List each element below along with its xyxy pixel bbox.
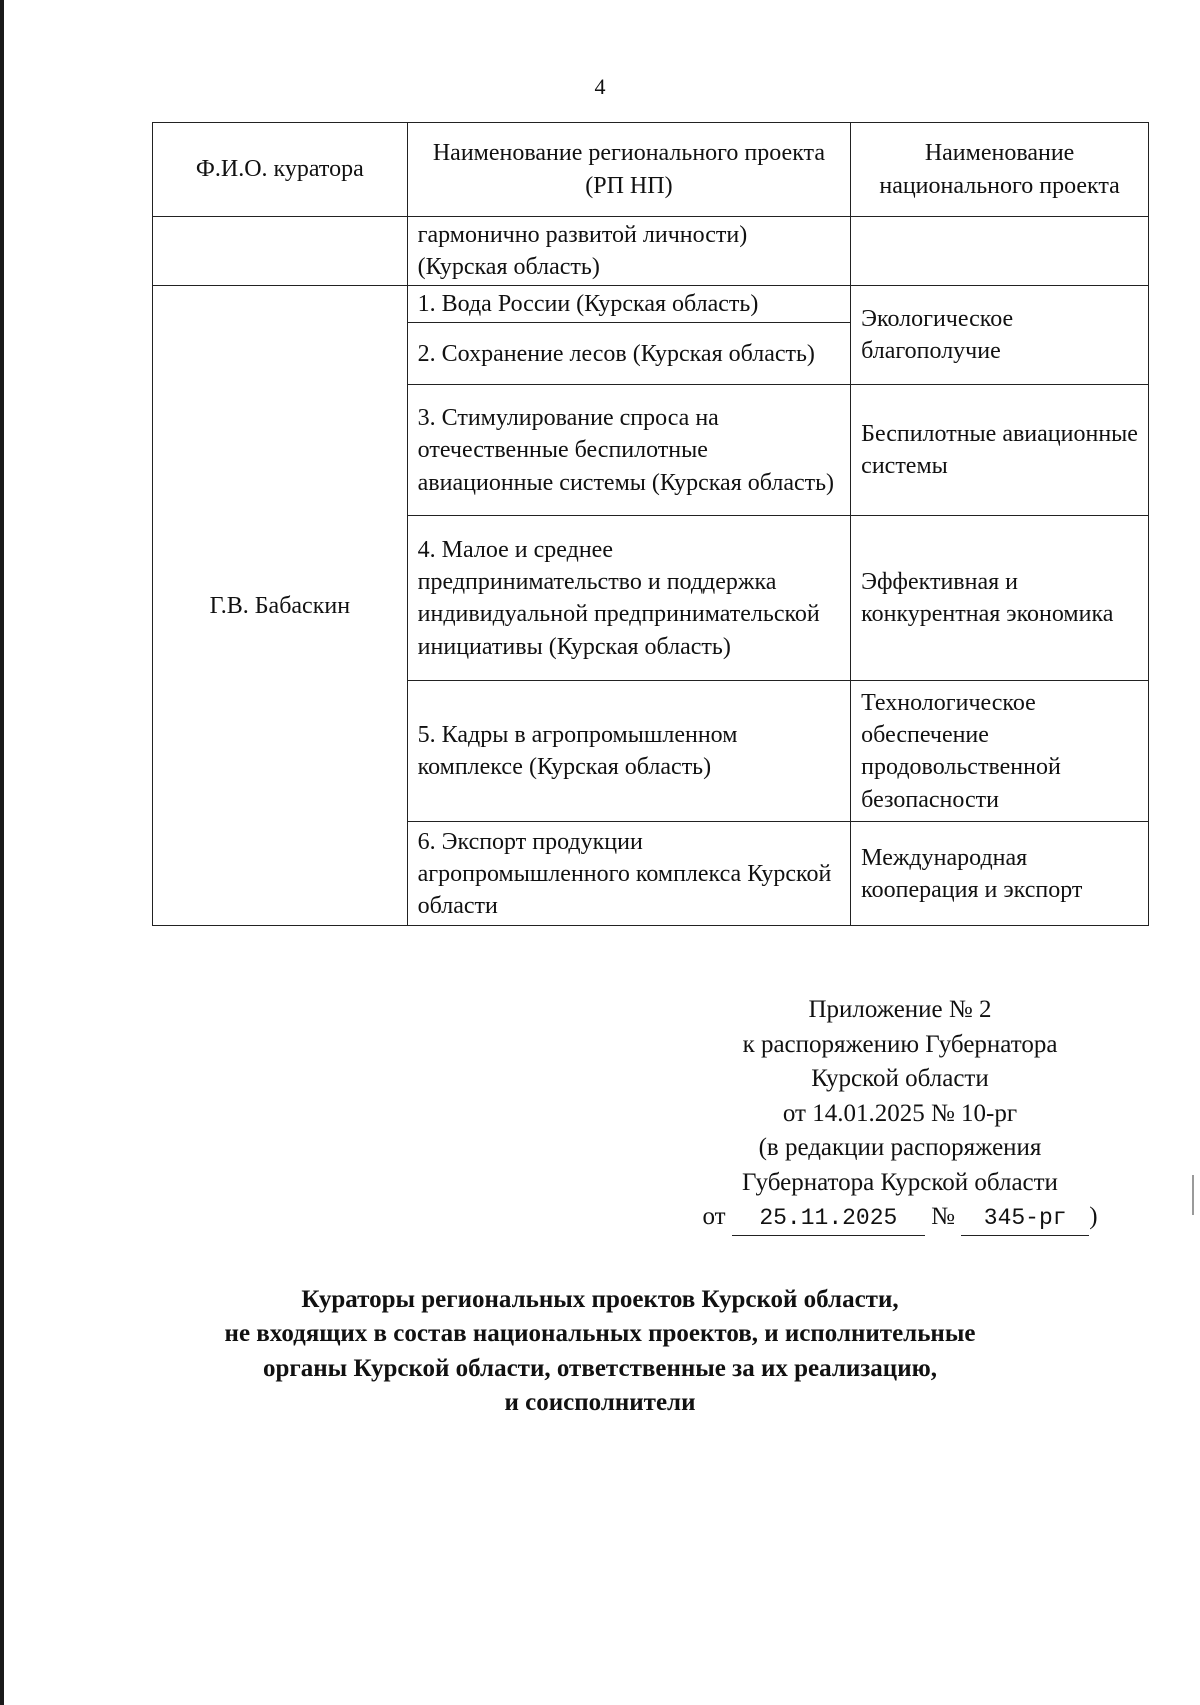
appendix-line: к распоряжению Губернатора — [742, 1030, 1058, 1058]
cell-regional-project: 6. Экспорт продукции агропромышленного комплекса Курской области — [407, 822, 851, 926]
header-regional-project: Наименование регионального проекта (РП НП) — [407, 123, 851, 217]
order-date: 25.11.2025 — [732, 1203, 925, 1236]
close-paren: ) — [1089, 1203, 1098, 1230]
cell-national-project — [851, 217, 1149, 286]
heading-line: и соисполнители — [504, 1388, 696, 1416]
cell-national-project: Экологическое благополучие — [851, 286, 1149, 385]
cell-national-project: Международная кооперация и экспорт — [851, 822, 1149, 926]
page-number: 4 — [594, 74, 606, 99]
number-label: № — [931, 1203, 955, 1230]
cell-regional-project: 3. Стимулирование спроса на отечественные беспилотные авиационные системы (Курская область) — [407, 385, 851, 516]
cell-regional-project: 1. Вода России (Курская область) — [407, 286, 851, 323]
appendix-line: от 14.01.2025 № 10-рг — [782, 1099, 1018, 1127]
appendix-line: Курской области — [811, 1065, 989, 1092]
cell-regional-project: гармонично развитой личности) (Курская область) — [407, 217, 851, 286]
appendix-block — [690, 993, 1110, 1236]
appendix-signature-line — [690, 1200, 1110, 1236]
cell-national-project: Беспилотные авиационные системы — [851, 385, 1149, 516]
heading-line: не входящих в состав национальных проектов, и исполнительные — [224, 1320, 976, 1348]
cell-curator — [153, 217, 408, 286]
cell-regional-project: 5. Кадры в агропромышленном комплексе (Курская область) — [407, 681, 851, 822]
heading-line: Кураторы региональных проектов Курской области, — [301, 1286, 899, 1313]
cell-regional-project: 2. Сохранение лесов (Курская область) — [407, 323, 851, 385]
heading-line: органы Курской области, ответственные за их реализацию, — [263, 1354, 937, 1382]
curators-table — [152, 122, 1149, 926]
appendix-line: (в редакции распоряжения — [758, 1134, 1042, 1161]
appendix-title: Приложение № 2 — [808, 996, 992, 1023]
table-header-row — [153, 123, 1149, 217]
cell-national-project: Технологическое обеспечение продовольственной безопасности — [851, 681, 1149, 822]
appendix-line: Губернатора Курской области — [742, 1168, 1058, 1196]
table-row — [153, 217, 1149, 286]
table-row — [153, 286, 1149, 323]
header-curator: Ф.И.О. куратора — [153, 123, 408, 217]
scan-left-edge — [0, 0, 4, 1705]
cell-regional-project: 4. Малое и среднее предпринимательство и поддержка индивидуальной предпринимательской инициативы (Курская область) — [407, 516, 851, 681]
cell-curator-name: Г.В. Бабаскин — [153, 286, 408, 926]
cell-national-project: Эффективная и конкурентная экономика — [851, 516, 1149, 681]
scan-right-mark — [1192, 1175, 1194, 1215]
from-label: от — [702, 1203, 726, 1230]
section-heading — [0, 1283, 1200, 1420]
header-national-project: Наименование национального проекта — [851, 123, 1149, 217]
order-number: 345-рг — [961, 1203, 1089, 1236]
